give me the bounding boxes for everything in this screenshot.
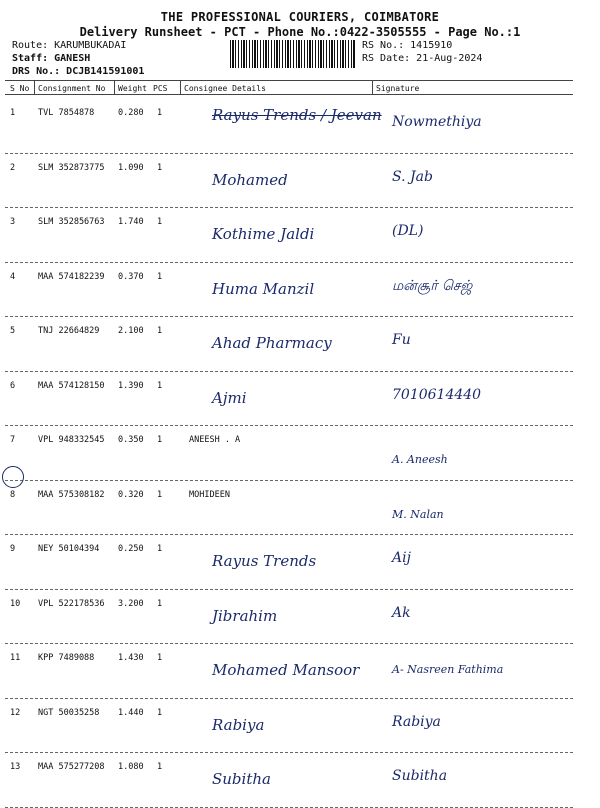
- row-pcs: 1: [157, 217, 163, 227]
- row-signature: Rabiya: [392, 713, 441, 730]
- row-weight: 1.430: [118, 653, 144, 663]
- row-sno: 5: [10, 326, 16, 336]
- row-weight: 3.200: [118, 598, 144, 609]
- row-weight: 0.320: [118, 489, 144, 500]
- rs-date: RS Date: 21-Aug-2024: [362, 53, 483, 64]
- table-row: [0, 700, 600, 754]
- rs-number: RS No.: 1415910: [362, 40, 453, 51]
- row-consignment-no: SLM 352856763: [38, 217, 105, 227]
- row-9-circle-mark: [2, 466, 24, 488]
- row-sno: 13: [10, 762, 21, 772]
- row-divider: [5, 752, 573, 753]
- row-consignment-no: MAA 574182239: [38, 271, 105, 282]
- runsheet-subtitle: Delivery Runsheet - PCT - Phone No.:0422-3505555 - Page No.:1: [79, 25, 521, 39]
- row-consignment-no: MAA 574128150: [38, 380, 105, 391]
- row-pcs: 1: [157, 544, 163, 554]
- row-pcs: 1: [157, 653, 163, 663]
- row-weight: 1.080: [118, 762, 144, 772]
- company-title: THE PROFESSIONAL COURIERS, COIMBATORE: [160, 10, 440, 24]
- row-pcs: 1: [157, 108, 163, 118]
- row-divider: [5, 316, 573, 317]
- col-divider: [372, 80, 373, 94]
- col-divider: [114, 80, 115, 94]
- row-consignee-handwritten: Rabiya: [212, 715, 265, 734]
- row-consignee-handwritten: Mohamed: [212, 170, 288, 189]
- row-consignment-no: MAA 575308182: [38, 489, 105, 500]
- row-sno: 6: [10, 380, 16, 391]
- row-consignment-no: VPL 522178536: [38, 598, 105, 609]
- row-weight: 0.350: [118, 435, 144, 445]
- table-row: [0, 373, 600, 427]
- row-weight: 0.370: [118, 271, 144, 282]
- row-consignment-no: TVL 7854878: [38, 108, 95, 118]
- row-sno: 9: [10, 544, 16, 554]
- row-divider: [5, 153, 573, 154]
- row-signature: Aij: [392, 550, 411, 566]
- col-header-weight: Weight: [118, 84, 147, 93]
- row-consignee-printed: MOHIDEEN: [189, 489, 230, 500]
- row-consignee-handwritten: Rayus Trends: [212, 552, 317, 570]
- row-pcs: 1: [157, 162, 163, 173]
- table-row: [0, 209, 600, 263]
- row-sno: 11: [10, 653, 21, 663]
- row-consignee-handwritten: Ajmi: [212, 388, 247, 407]
- row-signature: 7010614440: [392, 386, 482, 403]
- row-consignee-handwritten: Ahad Pharmacy: [212, 334, 332, 352]
- col-header-signature: Signature: [376, 84, 420, 93]
- row-signature: Subitha: [392, 768, 448, 784]
- row-sno: 8: [10, 489, 16, 500]
- row-pcs: 1: [157, 489, 163, 500]
- row-signature: மன்சூர் செஜ்: [392, 277, 473, 294]
- row-divider: [5, 371, 573, 372]
- row-signature: M. Nalan: [392, 507, 444, 521]
- table-row: [0, 536, 600, 590]
- row-consignment-no: NGT 50035258: [38, 707, 100, 718]
- row-signature: S. Jab: [392, 168, 433, 185]
- row-signature: Ak: [392, 604, 411, 621]
- row-signature: A- Nasreen Fathima: [392, 663, 504, 676]
- table-row: [0, 264, 600, 318]
- row-signature: Nowmethiya: [392, 114, 482, 130]
- row-consignee-handwritten: Jibrahim: [212, 606, 278, 625]
- row-pcs: 1: [157, 271, 163, 282]
- row-sno: 2: [10, 162, 16, 173]
- table-row: [0, 100, 600, 154]
- row-divider: [5, 643, 573, 644]
- row-divider: [5, 262, 573, 263]
- row-consignee-handwritten: Kothime Jaldi: [212, 225, 315, 243]
- row-consignee-handwritten: Huma Manzil: [212, 279, 315, 298]
- row-weight: 0.250: [118, 544, 144, 554]
- row-signature: (DL): [392, 223, 424, 239]
- row-consignee-handwritten: Rayus Trends / Jeevan: [212, 106, 382, 124]
- row-pcs: 1: [157, 598, 163, 609]
- col-header-consignment: Consignment No: [38, 84, 106, 93]
- row-signature: A. Aneesh: [392, 453, 448, 466]
- row-consignment-no: TNJ 22664829: [38, 326, 100, 336]
- table-row: [0, 155, 600, 209]
- row-pcs: 1: [157, 435, 163, 445]
- row-pcs: 1: [157, 380, 163, 391]
- row-divider: [5, 534, 573, 535]
- row-divider: [5, 425, 573, 426]
- row-consignee-printed: ANEESH . A: [189, 435, 241, 445]
- row-weight: 2.100: [118, 326, 144, 336]
- barcode: [230, 40, 355, 68]
- row-sno: 12: [10, 707, 21, 718]
- row-sno: 7: [10, 435, 16, 445]
- row-divider: [5, 698, 573, 699]
- staff-label: Staff: GANESH: [12, 53, 91, 64]
- col-header-consignee: Consignee Details: [184, 84, 266, 93]
- row-sno: 4: [10, 271, 16, 282]
- table-row: [0, 427, 600, 481]
- col-divider: [34, 80, 35, 94]
- col-header-sno: S No: [10, 84, 30, 93]
- row-pcs: 1: [157, 326, 163, 336]
- row-weight: 1.090: [118, 162, 144, 173]
- row-weight: 1.440: [118, 707, 144, 718]
- table-row: [0, 318, 600, 372]
- row-sno: 3: [10, 217, 16, 227]
- row-pcs: 1: [157, 762, 163, 772]
- table-row: [0, 645, 600, 699]
- row-sno: 1: [10, 108, 16, 118]
- header-top-rule: [5, 80, 573, 81]
- table-row: [0, 482, 600, 536]
- table-row: [0, 591, 600, 645]
- row-divider: [5, 807, 573, 808]
- row-pcs: 1: [157, 707, 163, 718]
- row-weight: 0.280: [118, 108, 144, 118]
- row-consignment-no: VPL 948332545: [38, 435, 105, 445]
- header-bottom-rule: [5, 94, 573, 95]
- row-divider: [5, 589, 573, 590]
- drs-number: DRS No.: DCJB141591001: [12, 66, 145, 77]
- row-weight: 1.390: [118, 380, 144, 391]
- row-sno: 10: [10, 598, 21, 609]
- row-consignment-no: MAA 575277208: [38, 762, 105, 772]
- row-consignee-handwritten: Mohamed Mansoor: [212, 661, 360, 679]
- row-divider: [5, 480, 573, 481]
- row-consignment-no: KPP 7489088: [38, 653, 95, 663]
- route-label: Route: KARUMBUKADAI: [12, 40, 127, 51]
- row-consignee-handwritten: Subitha: [212, 770, 271, 788]
- col-divider: [180, 80, 181, 94]
- row-weight: 1.740: [118, 217, 144, 227]
- row-signature: Fu: [392, 332, 411, 348]
- col-header-pcs: PCS: [153, 84, 168, 93]
- row-consignment-no: NEY 50104394: [38, 544, 100, 554]
- row-divider: [5, 207, 573, 208]
- row-consignment-no: SLM 352873775: [38, 162, 105, 173]
